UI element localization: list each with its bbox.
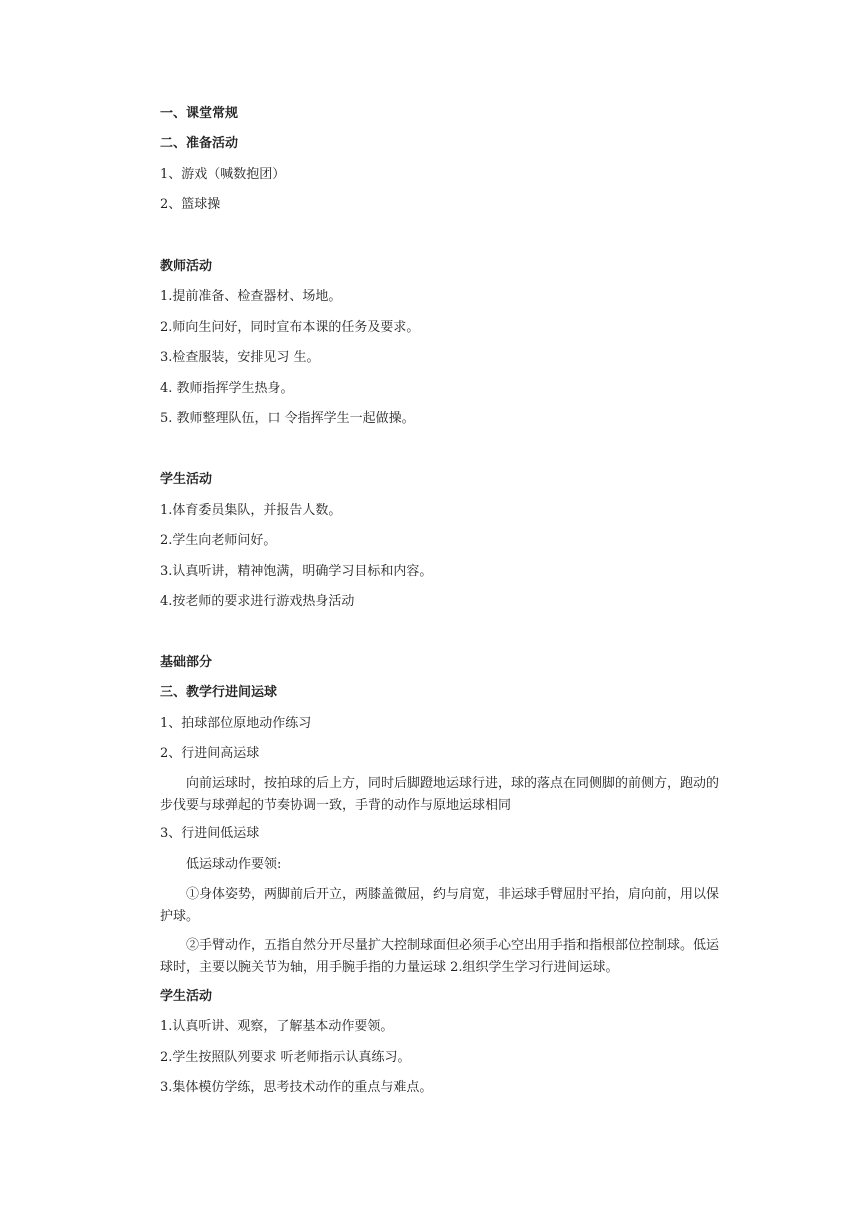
paragraph-low-point2: ②手臂动作，五指自然分开尽量扩大控制球面但必须手心空出用手指和指根部位控制球。低运球时，主要以腕关节为轴，用手腕手指的力量运球 2.组织学生学习行进间运球。 [160, 938, 720, 975]
paragraph-low-point1: ①身体姿势，两脚前后开立，两膝盖微屈，约与肩宽，非运球手臂屈肘平抬，肩向前，用以保护球。 [160, 887, 720, 924]
heading-student-activity-2: 学生活动 [160, 989, 213, 1004]
list-item: 1.提前准备、检查器材、场地。 [160, 289, 342, 304]
list-item: 3、行进间低运球 [160, 826, 260, 841]
list-item: 1、拍球部位原地动作练习 [160, 716, 312, 731]
list-item: 2.学生向老师问好。 [160, 533, 277, 548]
heading-student-activity: 学生活动 [160, 472, 213, 487]
list-item: 3.集体模仿学练，思考技术动作的重点与难点。 [160, 1080, 433, 1095]
list-item: 2.学生按照队列要求 听老师指示认真练习。 [160, 1050, 411, 1065]
list-item: 2、行进间高运球 [160, 746, 260, 761]
low-dribble-title-text: 低运球动作要领: [186, 857, 282, 872]
heading-basic-part: 基础部分 [160, 655, 213, 670]
list-item: 1.认真听讲、观察，了解基本动作要领。 [160, 1019, 394, 1034]
heading-teacher-activity: 教师活动 [160, 259, 213, 274]
list-item: 2、篮球操 [160, 197, 221, 212]
list-item: 5. 教师整理队伍，口 令指挥学生一起做操。 [160, 411, 415, 426]
list-item: 4.按老师的要求进行游戏热身活动 [160, 594, 355, 609]
low-dribble-title [160, 855, 746, 875]
heading-preparation: 二、准备活动 [160, 136, 239, 151]
heading-classroom-routine: 一、课堂常规 [160, 106, 239, 121]
paragraph-high-dribble: 向前运球时，按拍球的后上方，同时后脚蹬地运球行进，球的落点在同侧脚的前侧方，跑动的步伐要与球弹起的节奏协调一致，手背的动作与原地运球相同 [160, 776, 720, 813]
list-item: 1.体育委员集队，并报告人数。 [160, 503, 342, 518]
list-item: 2.师向生问好，同时宣布本课的任务及要求。 [160, 320, 420, 335]
list-item: 3.检查服装，安排见习 生。 [160, 350, 320, 365]
heading-dribbling: 三、教学行进间运球 [160, 685, 278, 700]
list-item: 3.认真听讲，精神饱满，明确学习目标和内容。 [160, 564, 433, 579]
list-item: 4. 教师指挥学生热身。 [160, 381, 294, 396]
list-item: 1、游戏（喊数抱团） [160, 167, 286, 182]
